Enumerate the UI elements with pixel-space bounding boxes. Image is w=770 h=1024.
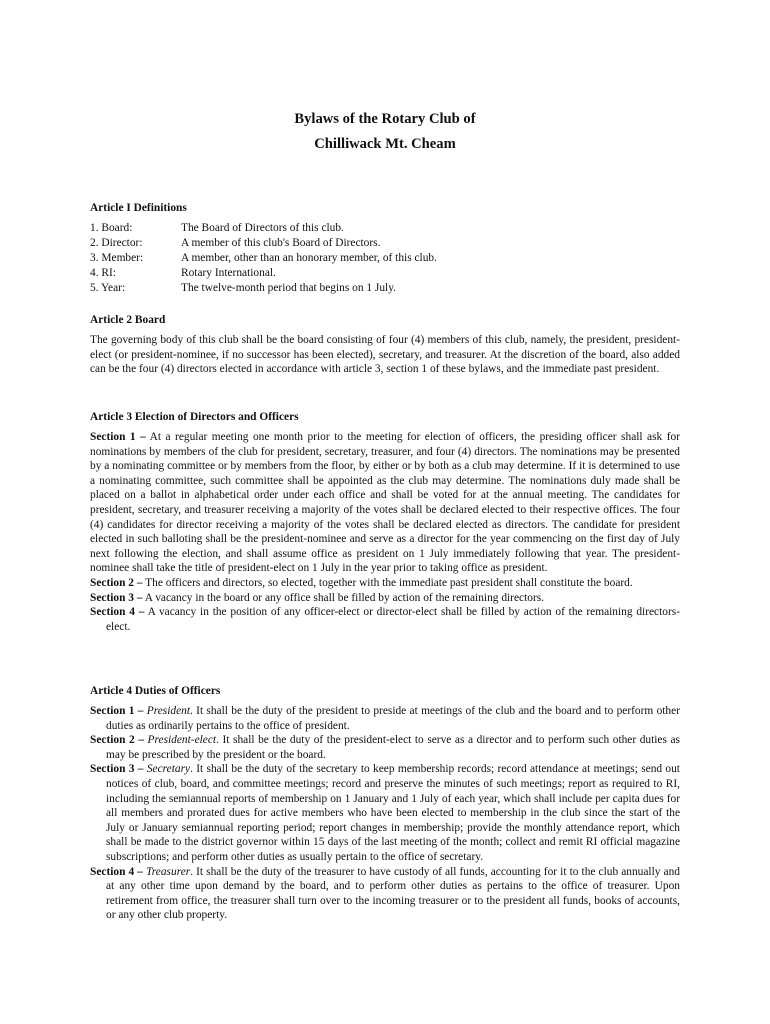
definition-row [90, 251, 680, 266]
article4-section1 [90, 704, 680, 733]
article1-heading: Article I Definitions [90, 202, 187, 214]
definition-text: A member, other than an honorary member, of this club. [181, 252, 437, 264]
article2-body-block [90, 333, 680, 377]
definition-text: The Board of Directors of this club. [181, 222, 344, 234]
section-role: Secretary [146, 763, 191, 776]
section-label: Section 3 – [90, 591, 143, 604]
definition-text: The twelve-month period that begins on 1 July. [181, 282, 397, 294]
definition-term: 5. Year: [90, 282, 126, 294]
section-role: President [146, 705, 190, 717]
document-title-line2: Chilliwack Mt. Cheam [314, 136, 456, 152]
article3-section1 [90, 430, 680, 576]
definition-term: 1. Board: [90, 222, 133, 234]
section-label: Section 1 – [90, 431, 146, 443]
definition-text: A member of this club's Board of Directors. [181, 237, 381, 249]
document-title-line1: Bylaws of the Rotary Club of [294, 111, 476, 127]
section-role: Treasurer [146, 865, 191, 878]
definition-term: 4. RI: [90, 267, 116, 279]
section-label: Section 3 – [90, 763, 144, 776]
section-text: A vacancy in the board or any office shall be filled by action of the remaining directors. [142, 591, 545, 604]
definitions-list [90, 221, 680, 296]
article3-section2 [90, 576, 680, 591]
article3-section3 [90, 591, 680, 606]
definition-text: Rotary International. [181, 267, 276, 279]
section-text: . It shall be the duty of the secretary to keep membership records; record attendance at meetings; send out notices of club, board, and committee meetings; record and preserve the minutes of such meetings; report as required to RI, including the semiannual reports of membership on 1 January and 1 July of each year, which shall include per capita dues for all members and prorated dues for active members who have been elected to membership in the club since the start of the July or January semiannual reporting period; report changes in membership; provide the monthly attendance report, which shall be made to the district governor within 15 days of the last meeting of the month; collect and remit RI official magazine subscriptions; and perform other duties as usually pertain to the office of secretary. [106, 763, 680, 863]
article3-section4 [90, 605, 680, 634]
section-label: Section 4 – [90, 865, 143, 878]
article3-heading: Article 3 Election of Directors and Officers [90, 411, 299, 423]
article2-body: The governing body of this club shall be the board consisting of four (4) members of this club, namely, the president, president-elect (or president-nominee, if no successor has been elected), secretary, and treasurer. At the discretion of the board, also added can be the four (4) directors elected in accordance with article 3, section 1 of these bylaws, and the immediate past president. [90, 334, 680, 376]
section-label: Section 2 – [90, 576, 143, 589]
article2-heading: Article 2 Board [90, 314, 166, 326]
section-role: President-elect [147, 734, 217, 747]
definition-term: 2. Director: [90, 237, 143, 249]
article4-heading: Article 4 Duties of Officers [90, 685, 221, 697]
article4-section2 [90, 733, 680, 762]
definition-row [90, 281, 680, 296]
section-text: A vacancy in the position of any officer-elect or director-elect shall be filled by action of the remaining directors-elect. [106, 606, 680, 633]
section-label: Section 4 – [90, 606, 145, 619]
article4-section4 [90, 865, 680, 923]
definition-row [90, 236, 680, 251]
definition-row [90, 266, 680, 281]
definition-term: 3. Member: [90, 252, 144, 264]
section-text: . It shall be the duty of the president-elect to serve as a director and to perform such other duties as may be prescribed by the president or the board. [106, 734, 680, 761]
section-text: . It shall be the duty of the treasurer to have custody of all funds, accounting for it to the club annually and at any other time upon demand by the board, and to perform other duties as pertains to the office of treasurer. Upon retirement from office, the treasurer shall turn over to the incoming treasurer or to the president all funds, books of accounts, or any other club property. [106, 865, 680, 922]
section-text: The officers and directors, so elected, together with the immediate past president shall constitute the board. [142, 576, 633, 589]
definition-row [90, 221, 680, 236]
section-label: Section 1 – [90, 705, 144, 717]
article3-sections [90, 430, 680, 634]
section-label: Section 2 – [90, 734, 144, 747]
article4-section3 [90, 762, 680, 864]
article4-sections [90, 704, 680, 923]
section-text: At a regular meeting one month prior to the meeting for election of officers, the presiding officer shall ask for nominations by members of the club for president, secretary, treasurer, and four (4) directors. The nominations may be presented by a nominating committee or by members from the floor, by either or by both as a club may determine. If it is determined to use a nominating committee, such committee shall be appointed as the club may determine. The nominations duly made shall be placed on a ballot in alphabetical order under each office and shall be voted for at the annual meeting. The candidates for president, secretary, and treasurer receiving a majority of the votes shall be declared elected to their respective offices. The four (4) candidates for director receiving a majority of the votes shall be declared elected as directors. The candidate for president elected in such balloting shall be the president-nominee and serve as a director for the year commencing on the first day of July next following the election, and shall assume office as president on 1 July immediately following that year. The president-nominee shall take the title of president-elect on 1 July in the year prior to taking office as president. [90, 431, 680, 575]
section-text: . It shall be the duty of the president to preside at meetings of the club and the board and to perform other duties as ordinarily pertains to the office of president. [106, 705, 680, 732]
